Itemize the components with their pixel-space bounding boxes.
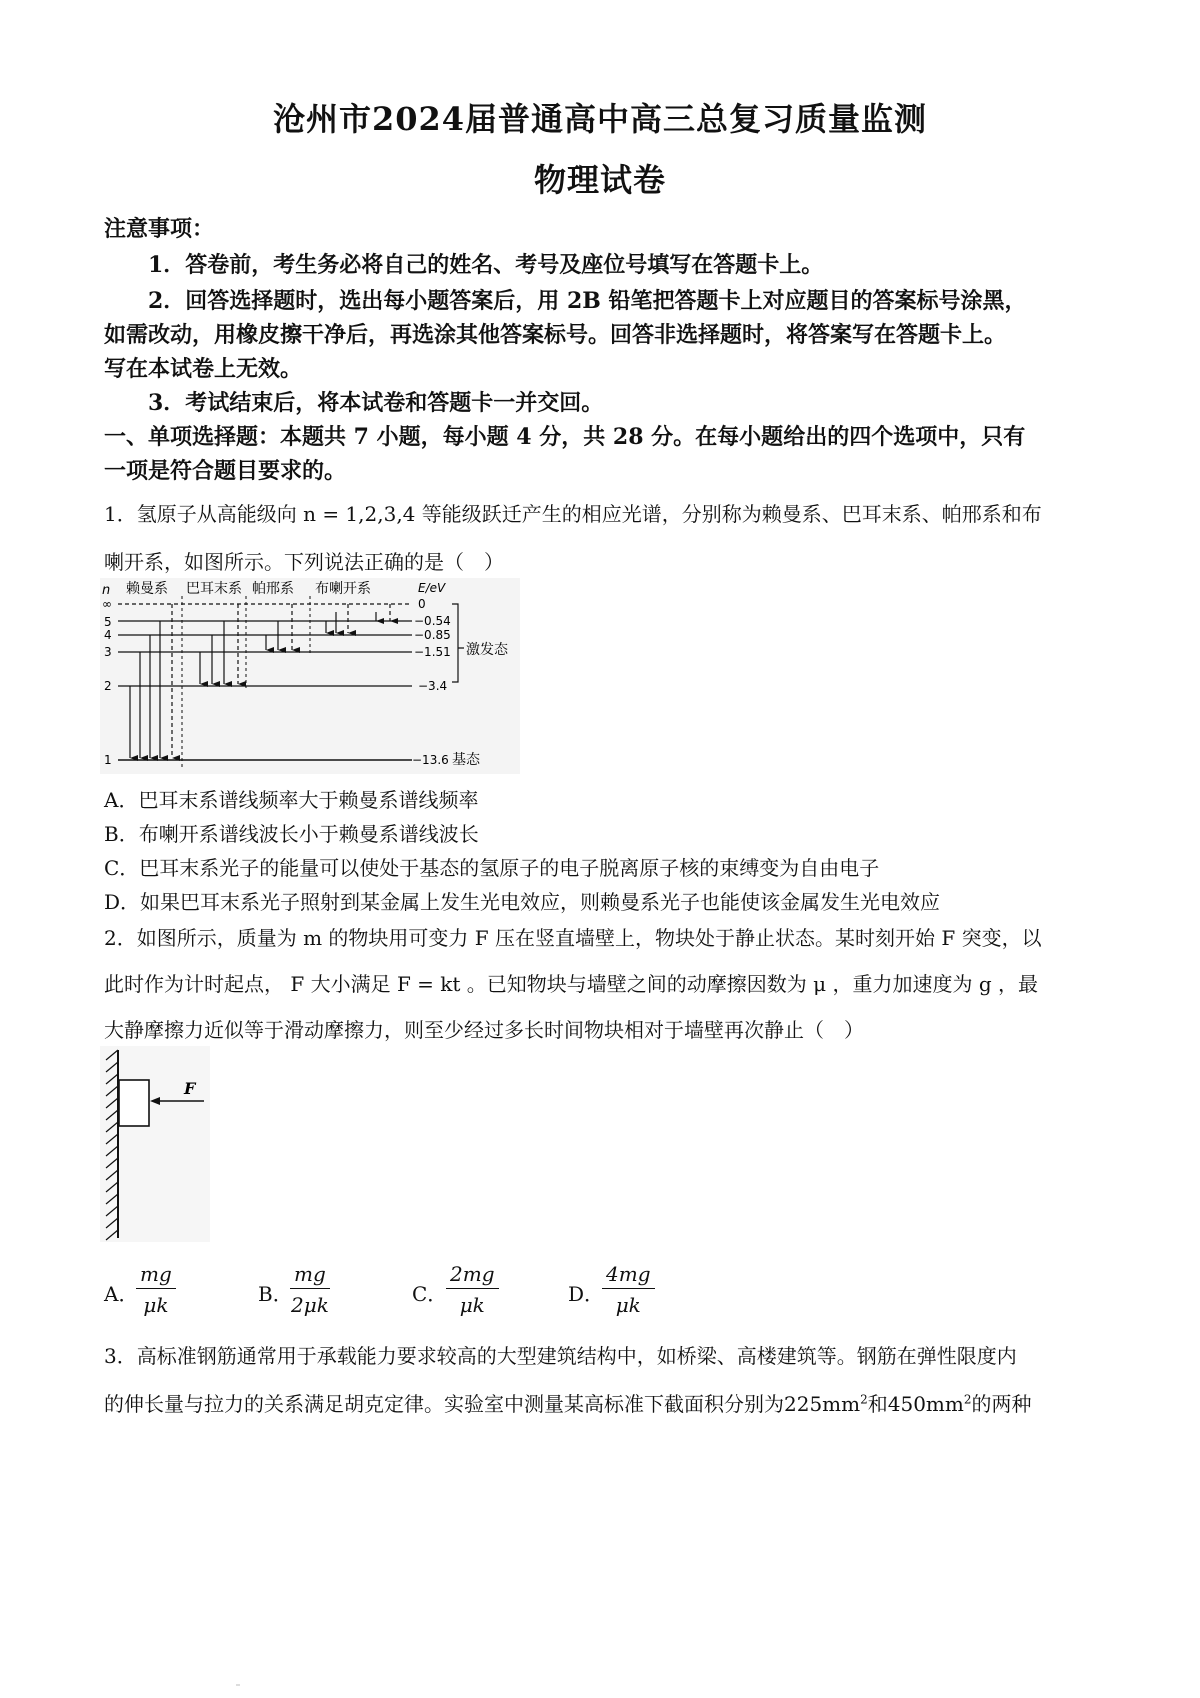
level-n-2: 2: [104, 679, 112, 693]
q2-option-c-numerator: 2mg: [446, 1262, 499, 1289]
series-label-paschen: 帕邢系: [252, 581, 294, 597]
q1-option-c: C．巴耳末系光子的能量可以使处于基态的氢原子的电子脱离原子核的束缚变为自由电子: [104, 856, 880, 880]
notice-item-2-line-2: 如需改动，用橡皮擦干净后，再选涂其他答案标号。回答非选择题时，将答案写在答题卡上。: [104, 322, 1007, 348]
level-n-5: 5: [104, 615, 112, 629]
section-heading-line-1: 一、单项选择题：本题共 7 小题，每小题 4 分，共 28 分。在每小题给出的四个选项中，只有: [104, 424, 1026, 450]
level-n-3: 3: [104, 645, 112, 659]
q2-option-d-denominator: μk: [615, 1293, 641, 1317]
q3-area-450: 450mm: [887, 1392, 964, 1416]
q3-area-225-exp: 2: [860, 1392, 868, 1407]
energy-level-diagram: [100, 578, 520, 774]
series-label-lyman: 赖曼系: [126, 581, 168, 597]
notice-item-1: 1．答卷前，考生务必将自己的姓名、考号及座位号填写在答题卡上。: [148, 252, 824, 278]
q2-option-c-denominator: μk: [459, 1293, 485, 1317]
q3-area-450-exp: 2: [963, 1392, 972, 1407]
block: [119, 1080, 149, 1126]
q3-stem-line-2: [104, 1388, 1032, 1417]
q2-option-a-fraction: [136, 1262, 176, 1317]
level-n-inf: ∞: [102, 597, 112, 611]
q3-line2-and: 和: [867, 1392, 888, 1416]
series-label-brackett: 布喇开系: [315, 581, 371, 597]
q2-option-d-fraction: [602, 1262, 655, 1317]
notice-item-2-line-1: 2．回答选择题时，选出每小题答案后，用 2B 铅笔把答题卡上对应题目的答案标号涂黑，: [148, 288, 1027, 314]
wall-block-diagram: [100, 1046, 210, 1242]
energy-axis-label: E/eV: [418, 581, 446, 595]
q1-stem-line-1: 1．氢原子从高能级向 n = 1,2,3,4 等能级跃迁产生的相应光谱，分别称为赖曼系、巴耳末系、帕邢系和布: [104, 502, 1042, 526]
q2-option-c-fraction: [446, 1262, 499, 1317]
q2-option-d-letter: D．: [568, 1282, 605, 1306]
n-axis-label: n: [102, 583, 111, 598]
q3-line2-part-a: 的伸长量与拉力的关系满足胡克定律。实验室中测量某高标准下截面积分别为: [104, 1392, 784, 1416]
energy-value-3: −1.51: [414, 645, 451, 659]
diagram-background: [100, 578, 520, 774]
q3-line2-part-e: 的两种: [971, 1392, 1032, 1416]
q1-option-a: A．巴耳末系谱线频率大于赖曼系谱线频率: [104, 788, 479, 812]
energy-value-1: −13.6: [412, 753, 449, 767]
section-heading-line-2: 一项是符合题目要求的。: [104, 458, 347, 484]
level-n-1: 1: [104, 753, 112, 767]
q2-option-a-letter: A．: [104, 1282, 139, 1306]
q2-option-a-numerator: mg: [136, 1262, 176, 1289]
excited-state-label: 激发态: [466, 642, 508, 658]
q2-option-b-fraction: [290, 1262, 330, 1317]
force-label: F: [184, 1079, 196, 1098]
q1-stem-line-2: 喇开系，如图所示。下列说法正确的是（ ）: [104, 550, 504, 574]
energy-value-5: −0.54: [414, 614, 451, 628]
exam-subtitle: 物理试卷: [533, 161, 666, 199]
q2-option-b-denominator: 2μk: [290, 1293, 329, 1317]
q2-stem-line-3: 大静摩擦力近似等于滑动摩擦力，则至少经过多长时间物块相对于墙壁再次静止（ ）: [104, 1018, 864, 1042]
q1-option-d: D．如果巴耳末系光子照射到某金属上发生光电效应，则赖曼系光子也能使该金属发生光电效应: [104, 890, 941, 914]
q2-option-b-numerator: mg: [290, 1262, 330, 1289]
q2-stem-line-2: 此时作为计时起点， F 大小满足 F = kt 。已知物块与墙壁之间的动摩擦因数为 μ ，重力加速度为 g ，最: [104, 972, 1039, 996]
footer-mark: [236, 1684, 240, 1686]
notice-heading: 注意事项：: [104, 216, 215, 242]
notice-item-3: 3．考试结束后，将本试卷和答题卡一并交回。: [148, 390, 604, 416]
q3-area-225: 225mm: [784, 1392, 861, 1416]
series-label-balmer: 巴耳末系: [186, 581, 242, 597]
q2-stem-line-1: 2．如图所示，质量为 m 的物块用可变力 F 压在竖直墙壁上，物块处于静止状态。某时刻开始 F 突变，以: [104, 926, 1042, 950]
q2-option-d-numerator: 4mg: [602, 1262, 655, 1289]
ground-state-label: 基态: [452, 752, 480, 768]
level-n-4: 4: [104, 628, 112, 642]
energy-value-4: −0.85: [414, 628, 451, 642]
q2-option-a-denominator: μk: [143, 1293, 169, 1317]
q2-option-b-letter: B．: [258, 1282, 293, 1306]
q3-stem-line-1: 3．高标准钢筋通常用于承载能力要求较高的大型建筑结构中，如桥梁、高楼建筑等。钢筋在弹性限度内: [104, 1344, 1017, 1368]
energy-value-inf: 0: [418, 597, 426, 611]
energy-value-2: −3.4: [418, 679, 448, 693]
notice-item-2-line-3: 写在本试卷上无效。: [104, 356, 303, 382]
exam-title: 沧州市2024届普通高中高三总复习质量监测: [272, 100, 928, 138]
q1-option-b: B．布喇开系谱线波长小于赖曼系谱线波长: [104, 822, 479, 846]
q2-option-c-letter: C．: [412, 1282, 448, 1306]
